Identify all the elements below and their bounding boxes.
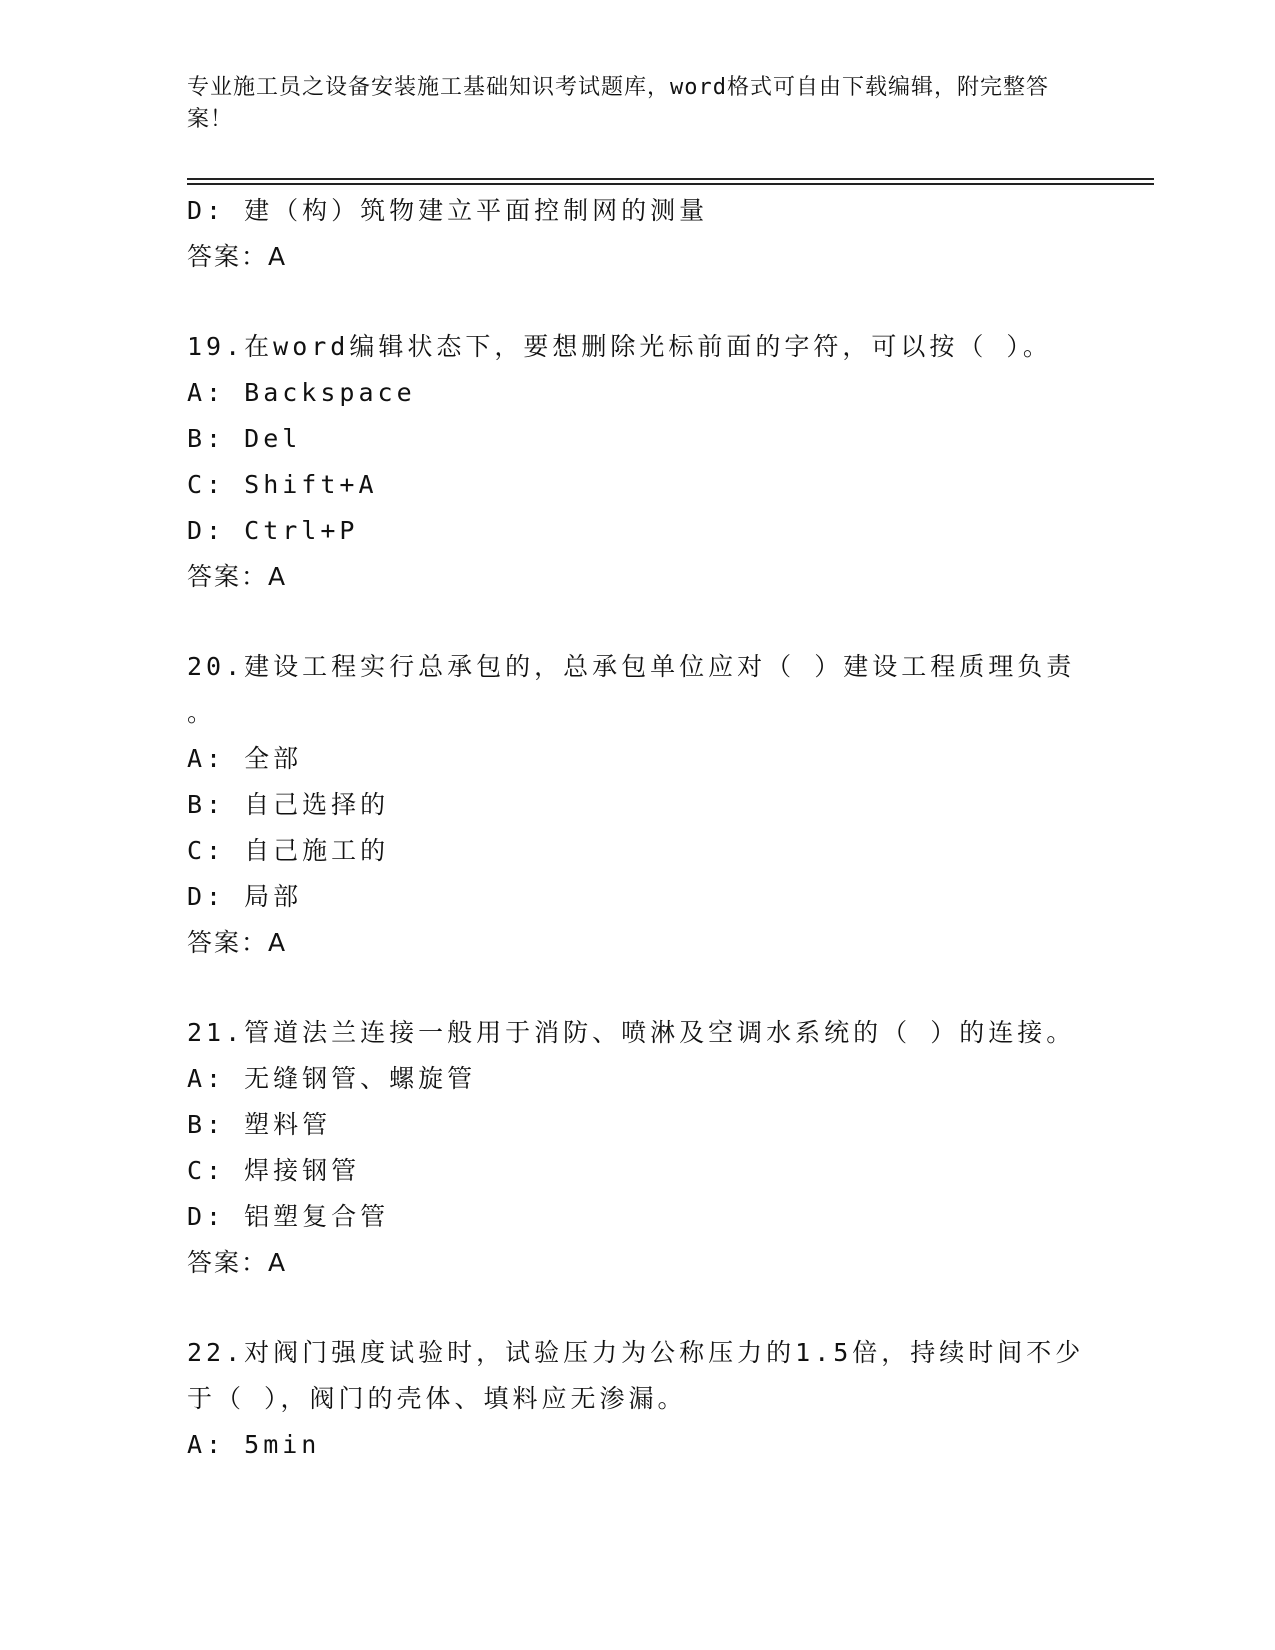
q21-option-d: D: 铝塑复合管 bbox=[187, 1202, 390, 1231]
question-list bbox=[187, 188, 1087, 1468]
q19-question: 19.在word编辑状态下，要想删除光标前面的字符，可以按（ ）。 bbox=[187, 332, 1052, 361]
q20-option-d: D: 局部 bbox=[187, 882, 303, 911]
header-rule-top bbox=[187, 178, 1154, 180]
q20-option-c: C: 自己施工的 bbox=[187, 836, 390, 865]
q22-question-line1: 22.对阀门强度试验时，试验压力为公称压力的1.5倍，持续时间不少 bbox=[187, 1338, 1085, 1367]
q20-question-line1: 20.建设工程实行总承包的，总承包单位应对（ ）建设工程质理负责 bbox=[187, 652, 1076, 681]
q18-answer: 答案：A bbox=[187, 242, 288, 271]
q20-question-line2: 。 bbox=[187, 698, 217, 727]
q19-option-a: A: Backspace bbox=[187, 378, 416, 407]
header-rule-bottom bbox=[187, 183, 1154, 185]
q20-option-a: A: 全部 bbox=[187, 744, 303, 773]
q21-answer: 答案：A bbox=[187, 1248, 288, 1277]
spacer bbox=[187, 1286, 1087, 1330]
spacer bbox=[187, 600, 1087, 644]
q18-option-d: D: 建（构）筑物建立平面控制网的测量 bbox=[187, 196, 709, 225]
q21-option-c: C: 焊接钢管 bbox=[187, 1156, 361, 1185]
q22-question-line2: 于（ ），阀门的壳体、填料应无渗漏。 bbox=[187, 1384, 687, 1413]
q20-option-b: B: 自己选择的 bbox=[187, 790, 390, 819]
q22-option-a: A: 5min bbox=[187, 1430, 321, 1459]
q19-option-c: C: Shift+A bbox=[187, 470, 378, 499]
spacer bbox=[187, 966, 1087, 1010]
q21-question: 21.管道法兰连接一般用于消防、喷淋及空调水系统的（ ）的连接。 bbox=[187, 1018, 1076, 1047]
q19-option-d: D: Ctrl+P bbox=[187, 516, 359, 545]
q21-option-a: A: 无缝钢管、螺旋管 bbox=[187, 1064, 477, 1093]
q20-answer: 答案：A bbox=[187, 928, 288, 957]
q21-option-b: B: 塑料管 bbox=[187, 1110, 332, 1139]
q19-option-b: B: Del bbox=[187, 424, 302, 453]
spacer bbox=[187, 280, 1087, 324]
q19-answer: 答案：A bbox=[187, 562, 288, 591]
document-header: 专业施工员之设备安装施工基础知识考试题库，word格式可自由下载编辑，附完整答案！ bbox=[187, 75, 1049, 132]
